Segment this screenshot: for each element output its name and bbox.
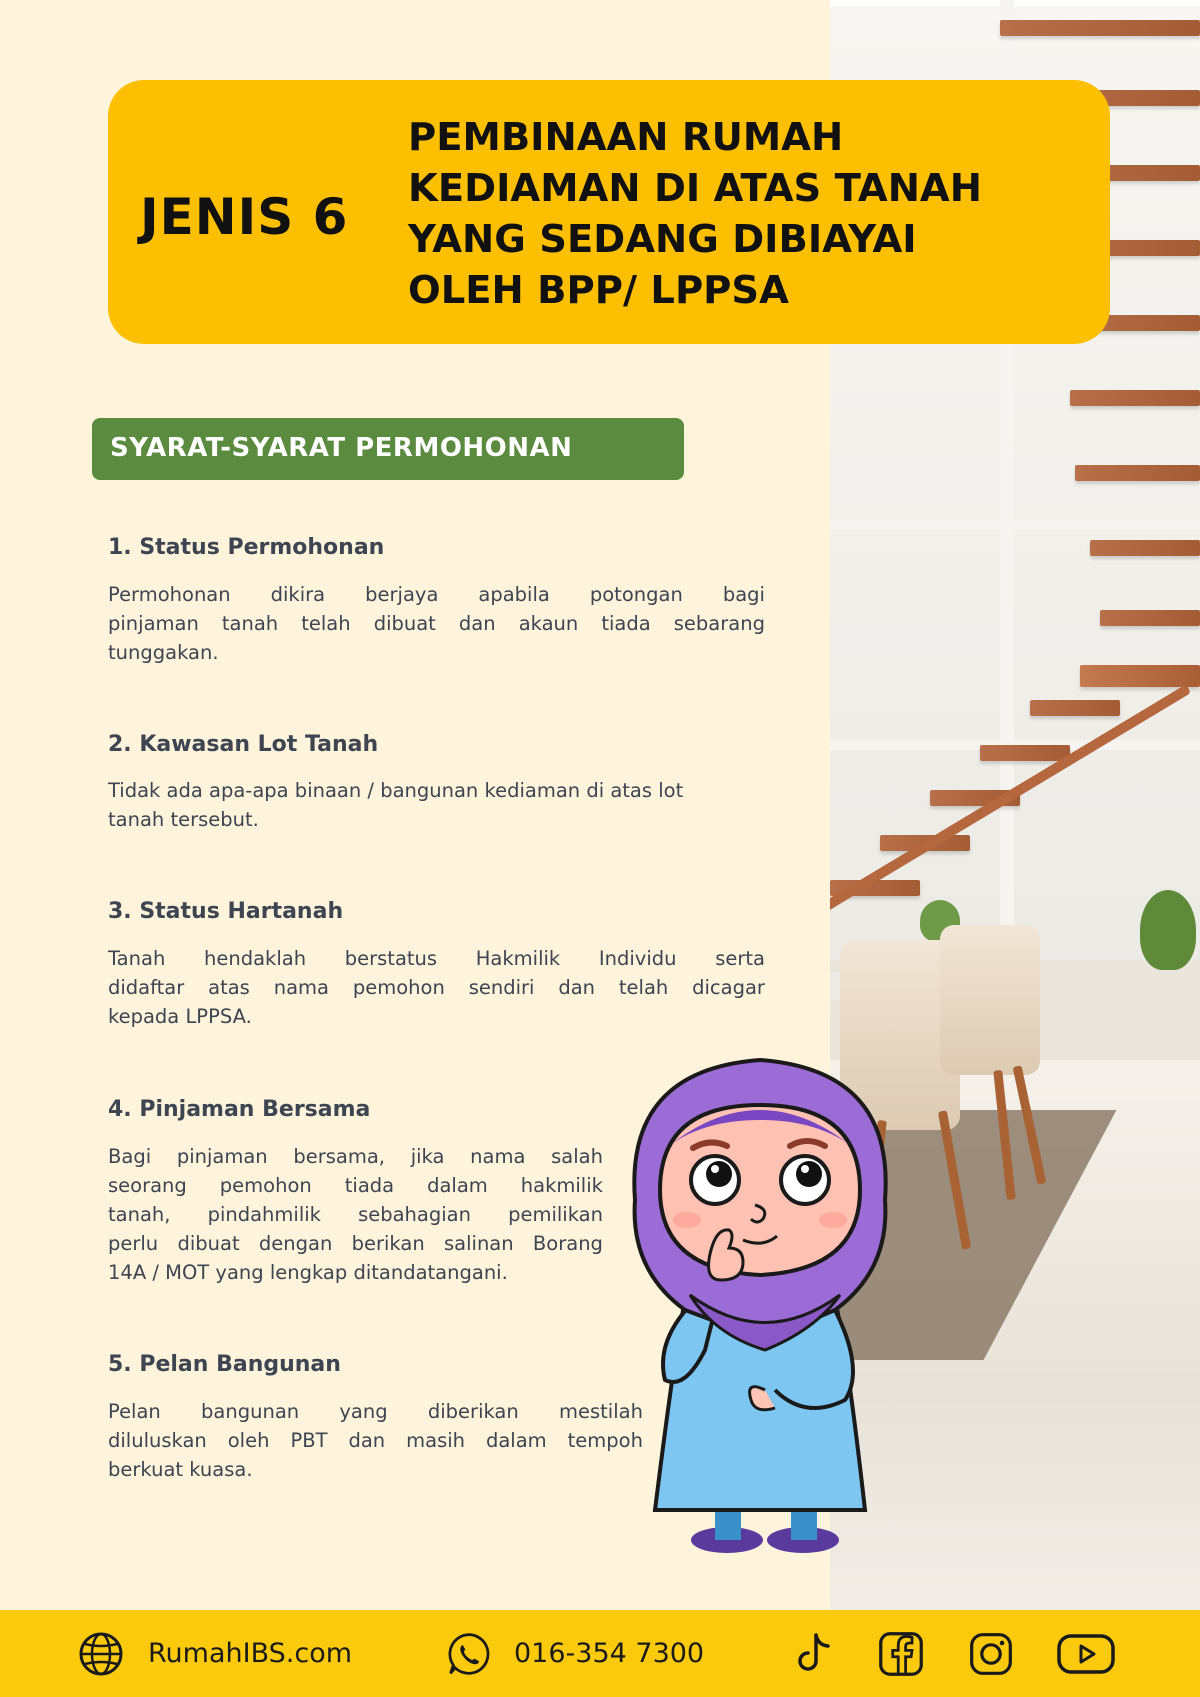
- word: dicagar: [692, 976, 765, 999]
- footer: [0, 1610, 1200, 1697]
- instagram-link[interactable]: [968, 1610, 1014, 1697]
- word: Hakmilik: [475, 947, 561, 970]
- body-line: [108, 973, 765, 1002]
- item-body: [108, 776, 778, 834]
- word: Permohonan: [108, 583, 231, 606]
- title-line: OLEH BPP/ LPPSA: [408, 268, 789, 313]
- body-line: Tidak ada apa-apa binaan / bangunan kediaman di atas lot: [108, 779, 684, 802]
- section-heading-label: SYARAT-SYARAT PERMOHONAN: [110, 433, 573, 463]
- word: Individu: [598, 947, 677, 970]
- word: pemohon: [352, 976, 445, 999]
- tiktok-icon: [792, 1631, 838, 1677]
- instagram-icon: [968, 1631, 1014, 1677]
- word: salah: [551, 1145, 603, 1168]
- word: atas: [208, 976, 250, 999]
- website-link[interactable]: [78, 1610, 352, 1697]
- item-body: [108, 580, 765, 667]
- body-line: [108, 609, 765, 638]
- item-body: [108, 944, 765, 1031]
- word: nama: [470, 1145, 526, 1168]
- word: dengan: [258, 1232, 333, 1255]
- word: bangunan: [201, 1400, 300, 1423]
- word: Bagi: [108, 1145, 152, 1168]
- word: seorang: [108, 1174, 187, 1197]
- word: dibuat: [373, 612, 436, 635]
- word: tempoh: [567, 1429, 643, 1452]
- item-title: 3. Status Hartanah: [108, 899, 344, 924]
- word: dan: [458, 612, 496, 635]
- item-body: [108, 1142, 603, 1287]
- body-line: [108, 1142, 603, 1171]
- word: Tanah: [108, 947, 166, 970]
- word: pinjaman: [176, 1145, 268, 1168]
- body-line: [108, 1426, 643, 1455]
- item-title: 1. Status Permohonan: [108, 535, 385, 560]
- body-line: [108, 1200, 603, 1229]
- youtube-icon: [1056, 1631, 1116, 1677]
- word: pemohon: [219, 1174, 312, 1197]
- word: didaftar: [108, 976, 185, 999]
- word: tiada: [344, 1174, 395, 1197]
- item-title: 4. Pinjaman Bersama: [108, 1097, 371, 1122]
- youtube-link[interactable]: [1056, 1610, 1116, 1697]
- body-line: tanah tersebut.: [108, 808, 259, 831]
- word: telah: [301, 612, 351, 635]
- word: masih: [406, 1429, 466, 1452]
- word: perlu: [108, 1232, 159, 1255]
- item-body: [108, 1397, 643, 1484]
- word: sebahagian: [358, 1203, 471, 1226]
- title-line: KEDIAMAN DI ATAS TANAH: [408, 166, 982, 211]
- phone-label: 016-354 7300: [514, 1638, 705, 1669]
- word: nama: [273, 976, 329, 999]
- word: pemilikan: [508, 1203, 603, 1226]
- type-label: JENIS 6: [140, 188, 349, 246]
- word: akaun: [518, 612, 579, 635]
- word: serta: [715, 947, 765, 970]
- word: tanah: [221, 612, 279, 635]
- globe-icon: [78, 1631, 124, 1677]
- facebook-icon: [878, 1631, 924, 1677]
- word: berjaya: [365, 583, 439, 606]
- word: sendiri: [468, 976, 535, 999]
- word: Pelan: [108, 1400, 161, 1423]
- body-line: kepada LPPSA.: [108, 1005, 252, 1028]
- body-line: tunggakan.: [108, 641, 219, 664]
- word: apabila: [478, 583, 550, 606]
- word: dikira: [270, 583, 326, 606]
- word: berikan: [351, 1232, 425, 1255]
- word: tanah,: [108, 1203, 171, 1226]
- title-line: YANG SEDANG DIBIAYAI: [408, 217, 917, 262]
- body-line: [108, 1229, 603, 1258]
- word: tiada: [601, 612, 651, 635]
- word: PBT: [290, 1429, 328, 1452]
- word: oleh: [227, 1429, 270, 1452]
- word: dalam: [485, 1429, 547, 1452]
- word: yang: [339, 1400, 388, 1423]
- word: mestilah: [559, 1400, 643, 1423]
- body-line: [108, 944, 765, 973]
- body-line: [108, 1397, 643, 1426]
- item-title: 2. Kawasan Lot Tanah: [108, 732, 379, 757]
- word: pinjaman: [108, 612, 199, 635]
- body-line: [108, 1171, 603, 1200]
- word: diluluskan: [108, 1429, 207, 1452]
- word: diberikan: [427, 1400, 519, 1423]
- page-title: [408, 112, 1088, 316]
- section-heading: [92, 418, 684, 480]
- word: jika: [410, 1145, 445, 1168]
- facebook-link[interactable]: [878, 1610, 924, 1697]
- tiktok-link[interactable]: [792, 1610, 838, 1697]
- item-title: 5. Pelan Bangunan: [108, 1352, 341, 1377]
- word: dibuat: [177, 1232, 240, 1255]
- title-line: PEMBINAAN RUMAH: [408, 115, 844, 160]
- word: hendaklah: [204, 947, 307, 970]
- word: pindahmilik: [207, 1203, 321, 1226]
- word: sebarang: [673, 612, 765, 635]
- body-line: [108, 580, 765, 609]
- word: bersama,: [293, 1145, 386, 1168]
- thinking-girl-illustration: [615, 1050, 905, 1560]
- word: dan: [348, 1429, 386, 1452]
- word: berstatus: [344, 947, 438, 970]
- word: hakmilik: [520, 1174, 603, 1197]
- word: dalam: [427, 1174, 488, 1197]
- body-line: berkuat kuasa.: [108, 1458, 253, 1481]
- phone-link[interactable]: [446, 1610, 704, 1697]
- word: bagi: [722, 583, 765, 606]
- word: potongan: [589, 583, 683, 606]
- word: telah: [618, 976, 669, 999]
- word: Borang: [532, 1232, 603, 1255]
- word: dan: [558, 976, 596, 999]
- body-line: 14A / MOT yang lengkap ditandatangani.: [108, 1261, 508, 1284]
- website-label: RumahIBS.com: [148, 1638, 353, 1669]
- whatsapp-icon: [446, 1631, 492, 1677]
- word: salinan: [444, 1232, 514, 1255]
